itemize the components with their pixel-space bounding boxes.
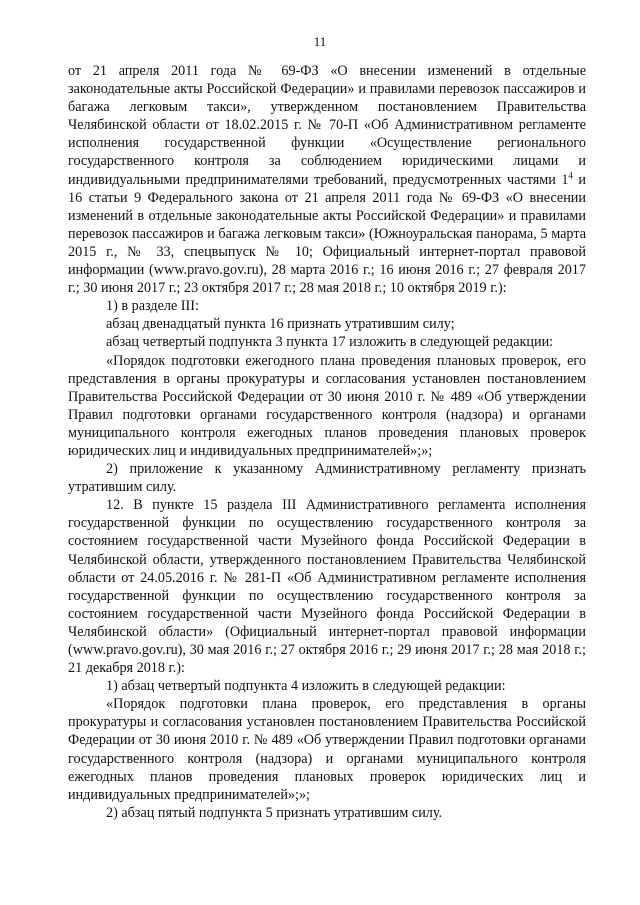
- paragraph: абзац двенадцатый пункта 16 признать утратившим силу;: [106, 316, 455, 333]
- paragraph: 1) абзац четвертый подпункта 4 изложить в следующей редакции:: [106, 678, 506, 695]
- quoted-paragraph: «Порядок подготовки плана проверок, его представления в органы прокуратуры и согласования установлен постановлением Правительства Российской Федерации от 30 июня 2010 г. № 489 «Об утверждении Правил подготовки органами государственного контроля (надзора) и органами муниципального контроля ежегодных планов проведения плановых проверок юридических лиц и индивидуальных предпринимателей»;»;: [68, 696, 586, 803]
- paragraph: 1) в разделе III:: [106, 298, 199, 315]
- page-number: 11: [313, 34, 327, 49]
- paragraph: 12. В пункте 15 раздела III Административного регламента исполнения государственной функции по осуществлению государственного контроля за состоянием государственной части Музейного фонда Российской Федерации в Челябинской области, утвержденного постановлением Правительства Челябинской области от 24.05.2016 г. № 281-П «Об Административном регламенте исполнения государственной функции по осуществлению государственного контроля за состоянием государственной части Музейного фонда Российской Федерации в Челябинской области» (Официальный интернет-портал правовой информации (www.pravo.gov.ru), 30 мая 2016 г.; 27 октября 2016 г.; 29 июня 2017 г.; 28 мая 2018 г.; 21 декабря 2018 г.):: [68, 497, 586, 677]
- paragraph-text: от 21 апреля 2011 года № 69-ФЗ «О внесении изменений в отдельные законодательные акты Российской Федерации» и правилами перевозок пассажиров и багажа легковым такси», утвержденном постановлением Правительства Челябинской области от 18.02.2015 г. № 70-П «Об Административном регламенте исполнения государственной функции «Осуществление регионального государственного контроля за соблюдением юридическими лицами и индивидуальными предпринимателями требований, предусмотренных частями 1: [68, 63, 586, 188]
- paragraph: 2) абзац пятый подпункта 5 признать утратившим силу.: [106, 804, 443, 821]
- document-body: [68, 62, 586, 822]
- paragraph: 2) приложение к указанному Административному регламенту признать утратившим силу.: [68, 461, 586, 496]
- superscript: 4: [568, 169, 573, 180]
- paragraph: абзац четвертый подпункта 3 пункта 17 изложить в следующей редакции:: [106, 334, 554, 351]
- quoted-paragraph: «Порядок подготовки ежегодного плана проведения плановых проверок, его представления в органы прокуратуры и согласования установлен постановлением Правительства Российской Федерации от 30 июня 2010 г. № 489 «Об утверждении Правил подготовки органами государственного контроля (надзора) и органами муниципального контроля ежегодных планов проведения плановых проверок юридических лиц и индивидуальных предпринимателей»;»;: [68, 352, 586, 459]
- paragraph-text-tail: и 16 статьи 9 Федерального закона от 21 апреля 2011 года № 69-ФЗ «О внесении изменений в отдельные законодательные акты Российской Федерации» и правилами перевозок пассажиров и багажа легковым такси» (Южноуральская панорама, 5 марта 2015 г., № 33, спецвыпуск № 10; Официальный интернет-портал правовой информации (www.pravo.gov.ru), 28 марта 2016 г.; 16 июня 2016 г.; 27 февраля 2017 г.; 30 июня 2017 г.; 23 октября 2017 г.; 28 мая 2018 г.; 10 октября 2019 г.):: [68, 171, 586, 297]
- paragraph-continuation: [68, 62, 586, 297]
